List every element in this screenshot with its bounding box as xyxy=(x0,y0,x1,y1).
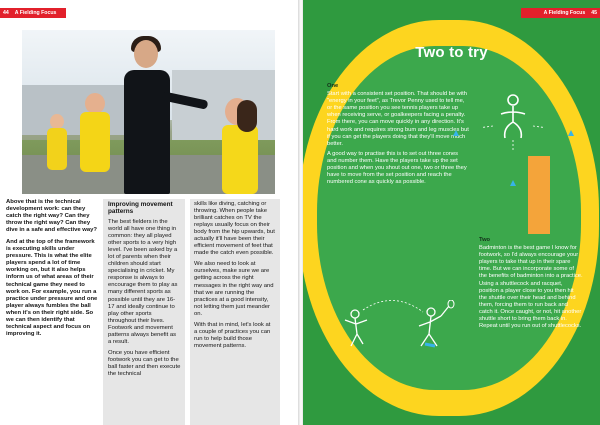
badminton-players-icon xyxy=(333,300,483,380)
drill-two xyxy=(479,237,583,333)
sidebar-column-1 xyxy=(103,199,185,425)
sidebar-paragraph: skills like diving, catching or throwing. When people take brilliant catches on TV the replays usually focus on their body from the hip upwards, but actually it'll have been their efficient movement of feet that made the catch even possible. xyxy=(194,201,275,257)
cone-icon xyxy=(453,130,459,136)
left-running-title: A Fielding Focus xyxy=(14,10,57,16)
intro-paragraph: And at the top of the framework is executing skills under pressure. This is what the elite players spend a lot of time working on, but it also helps inform us of what areas of their technical game they need to work on. For example, you run a practice under pressure and one player always fumbles the ball when it's on their right side. So we can then identify that technical aspect and focus on improving it. xyxy=(6,239,98,337)
sidebar-paragraph: We also need to look at ourselves, make sure we are getting across the right messages in the right way and that we are running the practices at a good intensity, not letting them just meander on. xyxy=(194,261,274,317)
right-page-number: 45 xyxy=(591,10,597,16)
left-page-number: 44 xyxy=(3,10,9,16)
right-page xyxy=(303,0,600,425)
drill-one-label: One xyxy=(327,83,339,89)
sidebar-paragraph: Once you have efficient footwork you can get to the ball faster and then execute the technical xyxy=(108,349,181,377)
drill-paragraph: A good way to practise this is to set out three cones and number them. Have the players take up the set position and when you shout out one, two or three they have to move from the set position and reach the numbered cone as quickly as possible. xyxy=(327,150,467,186)
sidebar-paragraph: The best fielders in the world all have one thing in common: they all played other sports to a very high level. I've been asked by a lot of parents when their children should start specialising in cricket. My response is always to encourage them to play as many different sports as possible until they are 16-17 and ideally continue to play other sports throughout their lives. Footwork and movement patterns always benefit as a result. xyxy=(108,219,178,345)
drill-paragraph: Badminton is the best game I know for footwork, so I'd always encourage your players to take that up in their spare time. But we can incorporate some of the benefits of badminton into a practice. Using a shuttlecock and racquet, position a player close to you then hit the shuttle over their head and behind them, forcing them to run back and catch it. Once caught, or not, hit another shuttle short to bring them back in. Repeat until you run out of shuttlecocks. xyxy=(479,245,583,330)
cricket-pitch xyxy=(528,156,550,234)
drill-two-label: Two xyxy=(479,237,491,243)
cone-icon xyxy=(568,130,574,136)
intro-paragraph: Above that is the technical development work: can they catch the right way? Can they throw the right way? Can they dive in a safe and effective way? xyxy=(6,199,98,234)
sidebar-heading: Improving movement patterns xyxy=(108,201,173,215)
fielder-set-position-icon xyxy=(483,92,543,152)
left-page-header xyxy=(0,8,66,18)
right-page-header xyxy=(521,8,600,18)
intro-column xyxy=(6,199,99,343)
sidebar-column-2 xyxy=(190,199,280,425)
coaching-photo xyxy=(22,30,275,194)
cone-icon xyxy=(510,180,516,186)
sidebar-paragraph: With that in mind, let's look at a couple of practices you can run to help build those movement patterns. xyxy=(194,321,271,349)
drill-one xyxy=(327,83,469,189)
drill-paragraph: Start with a consistent set position. That should be with "energy in your feet", as Trevor Penny used to tell me, or the same position you see tennis players take up when receiving serve, or goalkeepers facing a penalty. From there, you can move quickly in any direction. It's hard work and requires strong bum and leg muscles but if you can get the players doing that they'll move much better. xyxy=(327,91,469,147)
right-running-title: A Fielding Focus xyxy=(543,10,586,16)
page-title: Two to try xyxy=(415,44,488,61)
left-page xyxy=(0,0,298,425)
